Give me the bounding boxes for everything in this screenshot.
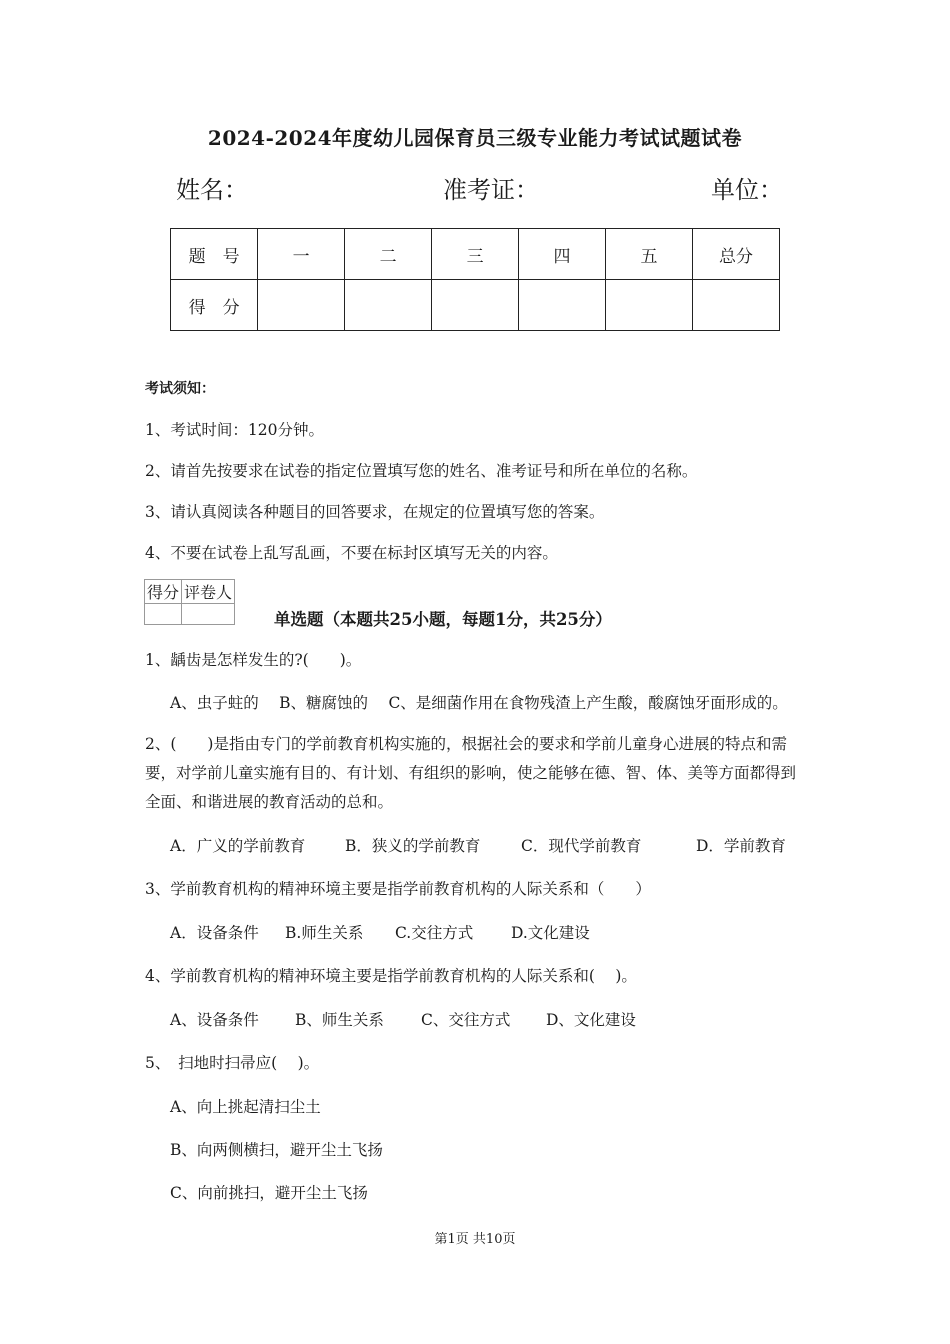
grader-box-grader-label: 评卷人: [182, 580, 235, 604]
score-cell-empty: [345, 280, 432, 331]
question-3-option-b: B.师生关系: [285, 924, 364, 942]
question-4-option-b: B、师生关系: [295, 1011, 384, 1029]
page-footer: 第1页 共10页: [434, 1232, 516, 1247]
score-cell: 题 号: [171, 229, 258, 280]
page-title: 2024-2024年度幼儿园保育员三级专业能力考试试题试卷: [207, 126, 743, 150]
exam-id-field-label: 准考证：: [443, 176, 539, 204]
score-table-score-row: [171, 280, 780, 331]
score-cell-empty: [258, 280, 345, 331]
notice-heading: 考试须知：: [145, 381, 215, 397]
score-cell: 五: [606, 229, 693, 280]
notice-item: 3、请认真阅读各种题目的回答要求，在规定的位置填写您的答案。: [145, 503, 605, 521]
score-cell-empty: [692, 280, 779, 331]
score-cell-empty: [519, 280, 606, 331]
question-3-option-c: C.交往方式: [395, 924, 474, 942]
score-cell: 得 分: [171, 280, 258, 331]
section-title: 单选题（本题共25小题，每题1分，共25分）: [274, 610, 612, 629]
score-table-header-row: [171, 229, 780, 280]
notice-item: 2、请首先按要求在试卷的指定位置填写您的姓名、准考证号和所在单位的名称。: [145, 462, 698, 480]
question-2-stem: 2、( )是指由专门的学前教育机构实施的，根据社会的要求和学前儿童身心进展的特点和需要，对学前儿童实施有目的、有计划、有组织的影响，使之能够在德、智、体、美等方面都得到全面、和谐进展的教育活动的总和。: [145, 735, 797, 811]
question-5-option-a: A、向上挑起清扫尘土: [170, 1098, 321, 1116]
question-5-stem: 5、 扫地时扫帚应( )。: [145, 1054, 320, 1072]
score-cell: 一: [258, 229, 345, 280]
question-5-option-c: C、向前挑扫，避开尘土飞扬: [170, 1184, 368, 1202]
question-3-option-a: A．设备条件: [170, 924, 259, 942]
name-field-label: 姓名：: [176, 176, 248, 204]
unit-field-label: 单位：: [711, 176, 783, 204]
question-4-stem: 4、学前教育机构的精神环境主要是指学前教育机构的人际关系和( )。: [145, 967, 637, 985]
question-4-option-a: A、设备条件: [170, 1011, 259, 1029]
question-1-options: A、虫子蛀的 B、糖腐蚀的 C、是细菌作用在食物残渣上产生酸，酸腐蚀牙面形成的。: [170, 694, 788, 712]
score-cell: 三: [432, 229, 519, 280]
question-4-option-d: D、文化建设: [546, 1011, 636, 1029]
question-2-option-b: B．狭义的学前教育: [345, 837, 481, 855]
question-2-option-c: C．现代学前教育: [521, 837, 642, 855]
score-cell: 二: [345, 229, 432, 280]
score-table: [170, 228, 780, 331]
notice-item: 1、考试时间：120分钟。: [145, 421, 324, 439]
grader-box-empty: [145, 604, 182, 625]
grader-box: [144, 579, 235, 625]
question-4-option-c: C、交往方式: [421, 1011, 511, 1029]
score-cell: 总分: [692, 229, 779, 280]
question-2-option-a: A．广义的学前教育: [170, 837, 306, 855]
question-1-stem: 1、龋齿是怎样发生的?( )。: [145, 651, 362, 669]
question-3-option-d: D.文化建设: [511, 924, 590, 942]
question-3-stem: 3、学前教育机构的精神环境主要是指学前教育机构的人际关系和（ ）: [145, 880, 651, 898]
score-cell-empty: [606, 280, 693, 331]
grader-box-score-label: 得分: [145, 580, 182, 604]
score-cell: 四: [519, 229, 606, 280]
score-cell-empty: [432, 280, 519, 331]
grader-box-empty: [182, 604, 235, 625]
notice-item: 4、不要在试卷上乱写乱画，不要在标封区填写无关的内容。: [145, 544, 558, 562]
question-2-option-d: D．学前教育: [696, 837, 786, 855]
question-5-option-b: B、向两侧横扫，避开尘土飞扬: [170, 1141, 383, 1159]
